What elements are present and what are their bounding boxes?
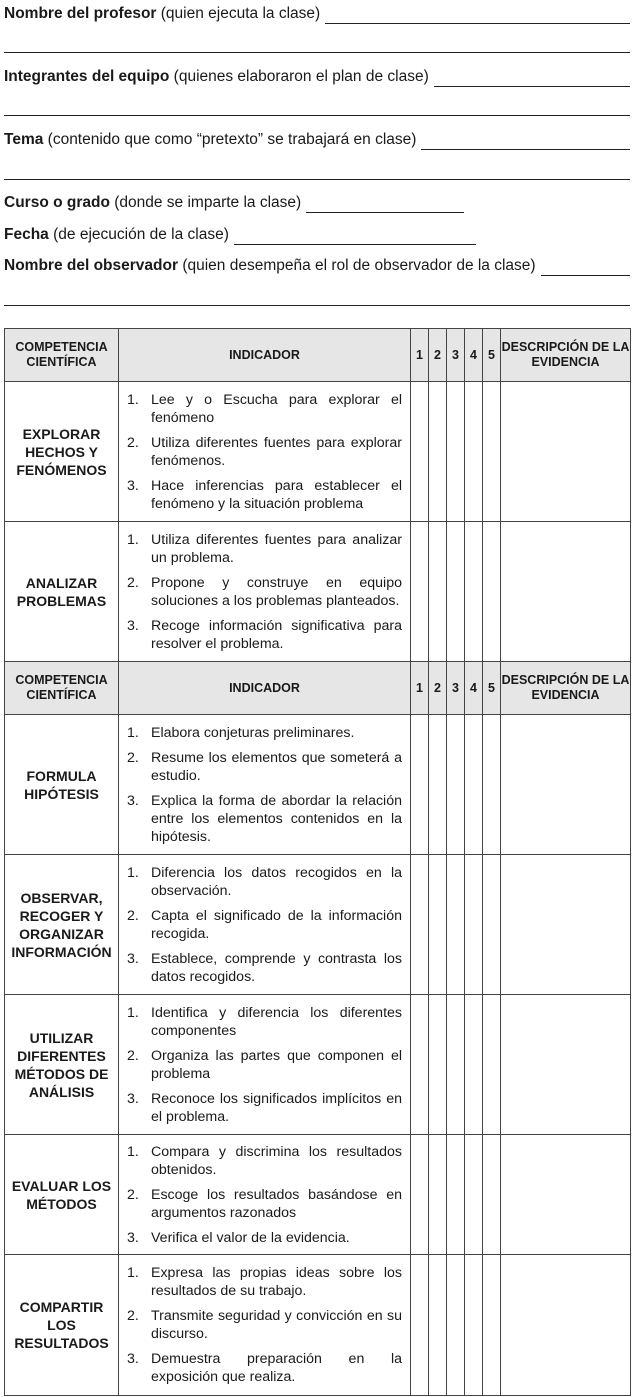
item-text: Utiliza diferentes fuentes para analizar un problema. [151, 531, 402, 566]
score-cell-3[interactable] [447, 522, 465, 662]
item-number: 2. [127, 907, 139, 924]
item-number: 3. [127, 617, 139, 634]
table-row [5, 855, 631, 995]
profesor-input-line[interactable] [325, 7, 630, 24]
equipo-continuation-line[interactable] [4, 115, 630, 116]
table-row [5, 522, 631, 662]
competencias-table [4, 328, 631, 1396]
competencia-cell: OBSERVAR, RECOGER Y ORGANIZAR INFORMACIÓN [5, 855, 119, 995]
header-scale-1: 1 [411, 329, 429, 382]
table-header-row [5, 662, 631, 715]
header-scale-2: 2 [429, 662, 447, 715]
item-text: Transmite seguridad y convicción en su discurso. [151, 1308, 402, 1342]
indicator-item [127, 617, 402, 653]
item-number: 2. [127, 1047, 139, 1064]
profesor-continuation-line[interactable] [4, 52, 630, 53]
evidencia-cell[interactable] [501, 1255, 631, 1396]
item-text: Propone y construye en equipo soluciones a los problemas planteados. [151, 574, 402, 609]
indicator-item [127, 724, 402, 742]
item-text: Utiliza diferentes fuentes para explorar fenómenos. [151, 434, 402, 469]
item-text: Hace inferencias para establecer el fenómeno y la situación problema [151, 477, 402, 512]
score-cell-2[interactable] [429, 382, 447, 522]
item-number: 3. [127, 1090, 139, 1107]
item-number: 3. [127, 950, 139, 967]
header-scale-1: 1 [411, 662, 429, 715]
competencia-cell: UTILIZAR DIFERENTES MÉTODOS DE ANÁLISIS [5, 995, 119, 1135]
indicator-item [127, 1307, 402, 1343]
profesor-hint: (quien ejecuta la clase) [160, 5, 321, 22]
score-cell-3[interactable] [447, 1135, 465, 1255]
item-text: Compara y discrimina los resultados obtenidos. [151, 1143, 402, 1178]
score-cell-5[interactable] [483, 1135, 501, 1255]
equipo-hint: (quienes elaboraron el plan de clase) [173, 68, 429, 85]
indicator-item [127, 950, 402, 986]
header-scale-4: 4 [465, 662, 483, 715]
item-number: 1. [127, 1265, 139, 1281]
equipo-label: Integrantes del equipo [4, 68, 170, 85]
indicador-cell [119, 855, 411, 995]
score-cell-4[interactable] [465, 522, 483, 662]
table-header-row [5, 329, 631, 382]
item-number: 1. [127, 724, 139, 741]
indicador-cell [119, 715, 411, 855]
item-text: Expresa las propias ideas sobre los resultados de su trabajo. [151, 1265, 402, 1299]
score-cell-4[interactable] [465, 995, 483, 1135]
indicator-item [127, 1350, 402, 1386]
item-text: Elabora conjeturas preliminares. [151, 724, 355, 741]
indicador-cell [119, 522, 411, 662]
indicator-item [127, 434, 402, 470]
header-scale-4: 4 [465, 329, 483, 382]
item-text: Demuestra preparación en la exposición que realiza. [151, 1351, 402, 1385]
score-cell-1[interactable] [411, 1255, 429, 1396]
item-number: 3. [127, 477, 139, 494]
score-cell-5[interactable] [483, 715, 501, 855]
indicador-cell [119, 1135, 411, 1255]
observador-input-line[interactable] [541, 259, 630, 276]
header-competencia: COMPETENCIA CIENTÍFICA [5, 329, 119, 382]
equipo-input-line[interactable] [434, 70, 630, 87]
item-text: Explica la forma de abordar la relación entre los elementos contenidos en la hipótesis. [151, 792, 402, 845]
indicador-cell [119, 995, 411, 1135]
item-number: 3. [127, 1229, 139, 1246]
score-cell-5[interactable] [483, 995, 501, 1135]
score-cell-5[interactable] [483, 522, 501, 662]
item-text: Identifica y diferencia los diferentes componentes [151, 1004, 402, 1039]
item-text: Resume los elementos que someterá a estudio. [151, 749, 402, 784]
evidencia-cell[interactable] [501, 522, 631, 662]
evidencia-cell[interactable] [501, 855, 631, 995]
indicator-item [127, 1047, 402, 1083]
indicator-item [127, 477, 402, 513]
score-cell-1[interactable] [411, 995, 429, 1135]
header-descripcion: DESCRIPCIÓN DE LA EVIDENCIA [501, 329, 631, 382]
evidencia-cell[interactable] [501, 995, 631, 1135]
score-cell-4[interactable] [465, 715, 483, 855]
item-text: Recoge información significativa para resolver el problema. [151, 617, 402, 652]
competencia-cell: ANALIZAR PROBLEMAS [5, 522, 119, 662]
score-cell-2[interactable] [429, 522, 447, 662]
score-cell-4[interactable] [465, 1135, 483, 1255]
fecha-hint: (de ejecución de la clase) [53, 226, 229, 243]
indicator-item [127, 574, 402, 610]
item-number: 1. [127, 864, 139, 881]
curso-field [4, 193, 630, 213]
item-text: Reconoce los significados implícitos en el problema. [151, 1090, 402, 1125]
item-number: 1. [127, 1143, 139, 1160]
observador-continuation-line[interactable] [4, 305, 630, 306]
item-number: 2. [127, 434, 139, 451]
observador-hint: (quien desempeña el rol de observador de la clase) [182, 257, 536, 274]
score-cell-3[interactable] [447, 1255, 465, 1396]
table-row [5, 382, 631, 522]
header-scale-5: 5 [483, 662, 501, 715]
indicator-item [127, 907, 402, 943]
observador-label: Nombre del observador [4, 257, 178, 274]
indicator-item [127, 792, 402, 846]
indicator-item [127, 1229, 402, 1247]
item-number: 2. [127, 749, 139, 766]
item-number: 3. [127, 792, 139, 809]
score-cell-2[interactable] [429, 1255, 447, 1396]
competencia-cell: EXPLORAR HECHOS Y FENÓMENOS [5, 382, 119, 522]
score-cell-2[interactable] [429, 855, 447, 995]
score-cell-2[interactable] [429, 715, 447, 855]
score-cell-4[interactable] [465, 382, 483, 522]
indicator-item [127, 391, 402, 427]
table-row [5, 1135, 631, 1255]
tema-input-line[interactable] [421, 133, 630, 150]
header-scale-5: 5 [483, 329, 501, 382]
score-cell-3[interactable] [447, 715, 465, 855]
item-number: 2. [127, 574, 139, 591]
tema-label: Tema [4, 131, 44, 148]
item-number: 2. [127, 1308, 139, 1324]
score-cell-5[interactable] [483, 855, 501, 995]
item-number: 1. [127, 1004, 139, 1021]
competencia-cell: FORMULA HIPÓTESIS [5, 715, 119, 855]
indicator-item [127, 1090, 402, 1126]
score-cell-4[interactable] [465, 855, 483, 995]
indicator-item [127, 1264, 402, 1300]
header-indicador: INDICADOR [119, 329, 411, 382]
header-indicador: INDICADOR [119, 662, 411, 715]
table-row [5, 1255, 631, 1396]
profesor-field [4, 4, 630, 24]
competencia-cell: COMPARTIR LOS RESULTADOS [5, 1255, 119, 1396]
tema-continuation-line[interactable] [4, 179, 630, 180]
profesor-label: Nombre del profesor [4, 5, 157, 22]
item-text: Establece, comprende y contrasta los datos recogidos. [151, 950, 402, 985]
tema-hint: (contenido que como “pretexto” se trabajará en clase) [47, 131, 417, 148]
score-cell-5[interactable] [483, 1255, 501, 1396]
item-text: Verifica el valor de la evidencia. [151, 1229, 350, 1246]
score-cell-1[interactable] [411, 382, 429, 522]
score-cell-1[interactable] [411, 522, 429, 662]
header-competencia: COMPETENCIA CIENTÍFICA [5, 662, 119, 715]
fecha-input-line[interactable] [234, 228, 476, 245]
indicator-item [127, 1143, 402, 1179]
score-cell-1[interactable] [411, 855, 429, 995]
evidencia-cell[interactable] [501, 382, 631, 522]
header-scale-3: 3 [447, 662, 465, 715]
table-row [5, 715, 631, 855]
indicator-item [127, 1186, 402, 1222]
score-cell-3[interactable] [447, 382, 465, 522]
score-cell-2[interactable] [429, 995, 447, 1135]
indicador-cell [119, 1255, 411, 1396]
evidencia-cell[interactable] [501, 1135, 631, 1255]
score-cell-1[interactable] [411, 1135, 429, 1255]
indicator-item [127, 864, 402, 900]
header-scale-3: 3 [447, 329, 465, 382]
header-descripcion: DESCRIPCIÓN DE LA EVIDENCIA [501, 662, 631, 715]
item-text: Capta el significado de la información recogida. [151, 907, 402, 942]
score-cell-1[interactable] [411, 715, 429, 855]
item-text: Diferencia los datos recogidos en la observación. [151, 864, 402, 899]
item-number: 1. [127, 531, 139, 548]
indicator-item [127, 1004, 402, 1040]
observador-field [4, 256, 630, 276]
score-cell-5[interactable] [483, 382, 501, 522]
score-cell-3[interactable] [447, 855, 465, 995]
indicator-item [127, 749, 402, 785]
competencia-cell: EVALUAR LOS MÉTODOS [5, 1135, 119, 1255]
item-text: Organiza las partes que componen el problema [151, 1047, 402, 1082]
item-number: 2. [127, 1186, 139, 1203]
header-scale-2: 2 [429, 329, 447, 382]
equipo-field [4, 67, 630, 87]
score-cell-4[interactable] [465, 1255, 483, 1396]
item-number: 1. [127, 391, 139, 408]
curso-label: Curso o grado [4, 194, 110, 211]
tema-field [4, 130, 630, 150]
evidencia-cell[interactable] [501, 715, 631, 855]
fecha-field [4, 225, 630, 245]
curso-hint: (donde se imparte la clase) [114, 194, 302, 211]
indicador-cell [119, 382, 411, 522]
item-text: Lee y o Escucha para explorar el fenómeno [151, 391, 402, 426]
item-text: Escoge los resultados basándose en argumentos razonados [151, 1186, 402, 1221]
item-number: 3. [127, 1351, 139, 1367]
score-cell-3[interactable] [447, 995, 465, 1135]
score-cell-2[interactable] [429, 1135, 447, 1255]
fecha-label: Fecha [4, 226, 49, 243]
curso-input-line[interactable] [306, 196, 464, 213]
table-row [5, 995, 631, 1135]
indicator-item [127, 531, 402, 567]
